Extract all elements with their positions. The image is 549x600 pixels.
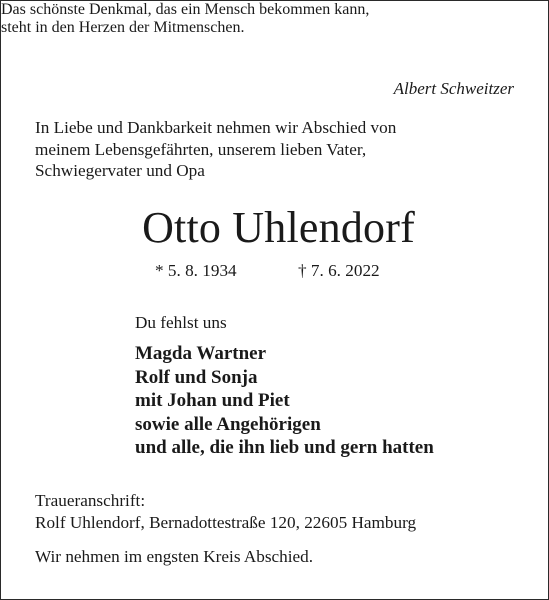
quote-author: Albert Schweitzer [393, 79, 514, 98]
intro-line: meinem Lebensgefährten, unserem lieben Vater, [35, 139, 367, 159]
mourner-line: sowie alle Angehörigen [135, 413, 321, 435]
birth-date: * 5. 8. 1934 [155, 261, 237, 280]
quote-line: Das schönste Denkmal, das ein Mensch bekommen kann, [1, 1, 370, 18]
quote-line: steht in den Herzen der Mitmenschen. [1, 19, 245, 36]
farewell-message: Du fehlst uns [135, 313, 227, 332]
deceased-name: Otto Uhlendorf [142, 203, 415, 252]
intro-text [35, 117, 515, 182]
mourners-list [135, 342, 434, 460]
mourning-address [35, 490, 416, 534]
intro-line: Schwiegervater und Opa [35, 161, 205, 180]
address-line: Rolf Uhlendorf, Bernadottestraße 120, 22605 Hamburg [35, 513, 417, 532]
mourner-line: und alle, die ihn lieb und gern hatten [135, 437, 434, 458]
quote-text [1, 1, 481, 37]
mourner-line: Rolf und Sonja [135, 366, 258, 388]
address-label: Traueranschrift: [35, 491, 146, 510]
closing-note: Wir nehmen im engsten Kreis Abschied. [35, 547, 314, 566]
mourner-line: Magda Wartner [135, 343, 267, 364]
intro-line: In Liebe und Dankbarkeit nehmen wir Abschied von [35, 118, 397, 137]
mourner-line: mit Johan und Piet [135, 390, 290, 411]
death-date: † 7. 6. 2022 [298, 261, 380, 280]
